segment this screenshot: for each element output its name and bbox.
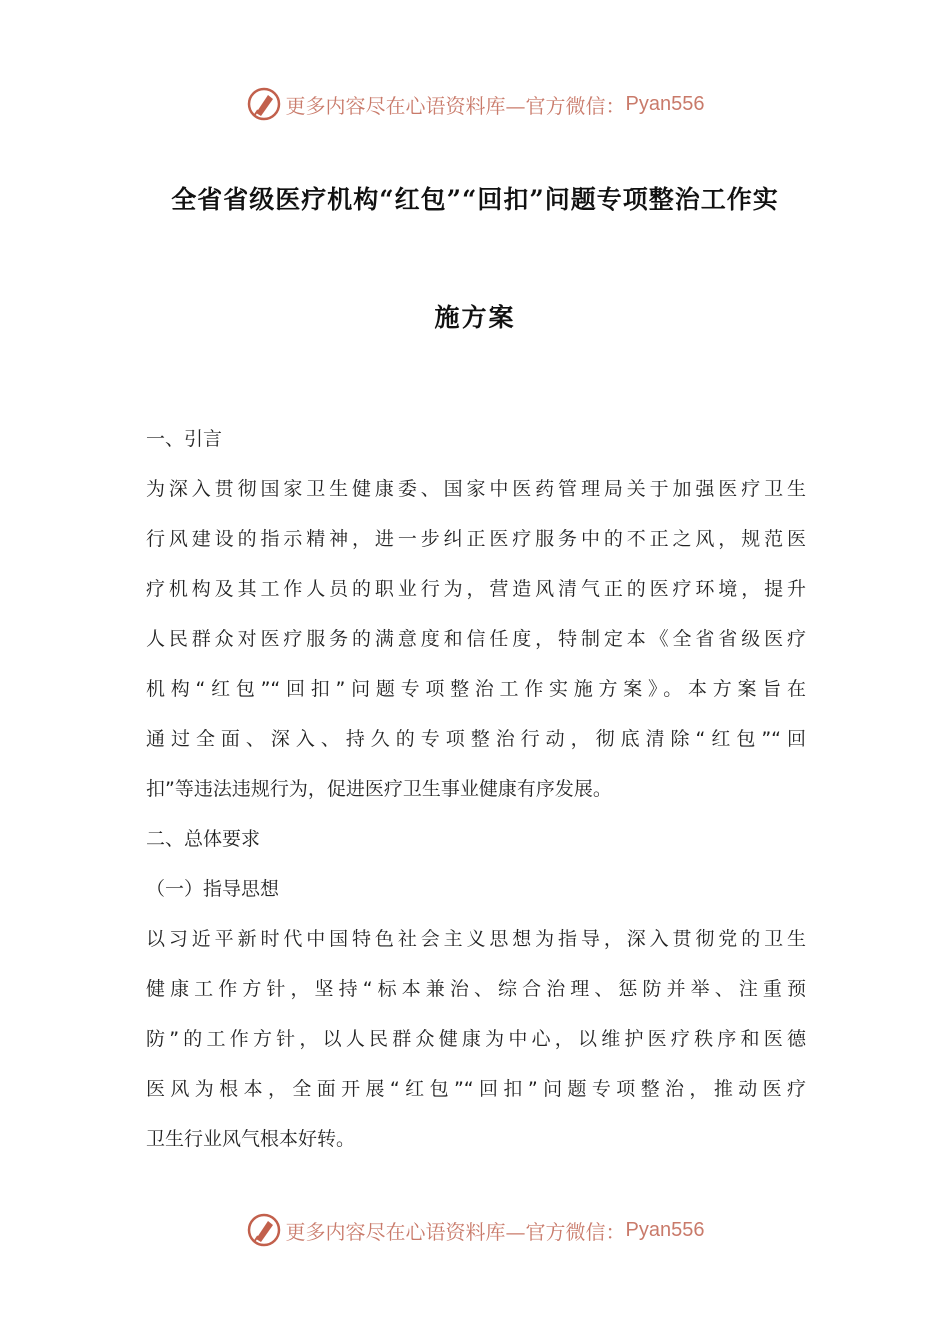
paragraph-line: 防”的工作方针，以人民群众健康为中心，以维护医疗秩序和医德 (146, 1028, 806, 1050)
watermark-wechat-handle: Pyan556 (625, 1218, 705, 1241)
document-title-line-1: 全省省级医疗机构“红包”“回扣”问题专项整治工作实 (171, 185, 779, 214)
paragraph-line: 卫生行业风气根本好转。 (146, 1128, 356, 1150)
section-heading-introduction: 一、引言 (146, 428, 223, 450)
watermark-brand-text: 更多内容尽在心语资料库—官方微信： (285, 1219, 626, 1244)
paragraph-line: 医风为根本，全面开展“红包”“回扣”问题专项整治，推动医疗 (146, 1078, 806, 1100)
paragraph-line: 人民群众对医疗服务的满意度和信任度，特制定本《全省省级医疗 (146, 628, 806, 650)
paragraph-line: 为深入贯彻国家卫生健康委、国家中医药管理局关于加强医疗卫生 (146, 478, 806, 500)
paragraph-line: 扣”等违法违规行为，促进医疗卫生事业健康有序发展。 (146, 778, 612, 800)
paragraph-line: 通过全面、深入、持久的专项整治行动，彻底清除“红包”“回 (146, 728, 806, 750)
watermark-banner-top (0, 84, 950, 124)
section-heading-general-requirements: 二、总体要求 (146, 828, 261, 850)
paragraph-line: 健康工作方针，坚持“标本兼治、综合治理、惩防并举、注重预 (146, 978, 806, 1000)
pen-nib-circle-icon (246, 86, 282, 122)
paragraph-line: 以习近平新时代中国特色社会主义思想为指导，深入贯彻党的卫生 (146, 928, 806, 950)
watermark-banner-bottom (0, 1210, 950, 1250)
document-body (146, 414, 806, 1164)
watermark-brand-text: 更多内容尽在心语资料库—官方微信： (285, 93, 626, 118)
paragraph-line: 机构“红包”“回扣”问题专项整治工作实施方案》。本方案旨在 (146, 678, 806, 700)
watermark-wechat-handle: Pyan556 (625, 92, 705, 115)
subsection-heading-guiding-ideology: （一）指导思想 (146, 878, 280, 900)
pen-nib-circle-icon (246, 1212, 282, 1248)
paragraph-line: 疗机构及其工作人员的职业行为，营造风清气正的医疗环境，提升 (146, 578, 806, 600)
document-title-line-2: 施方案 (434, 303, 516, 332)
paragraph-line: 行风建设的指示精神，进一步纠正医疗服务中的不正之风，规范医 (146, 528, 806, 550)
